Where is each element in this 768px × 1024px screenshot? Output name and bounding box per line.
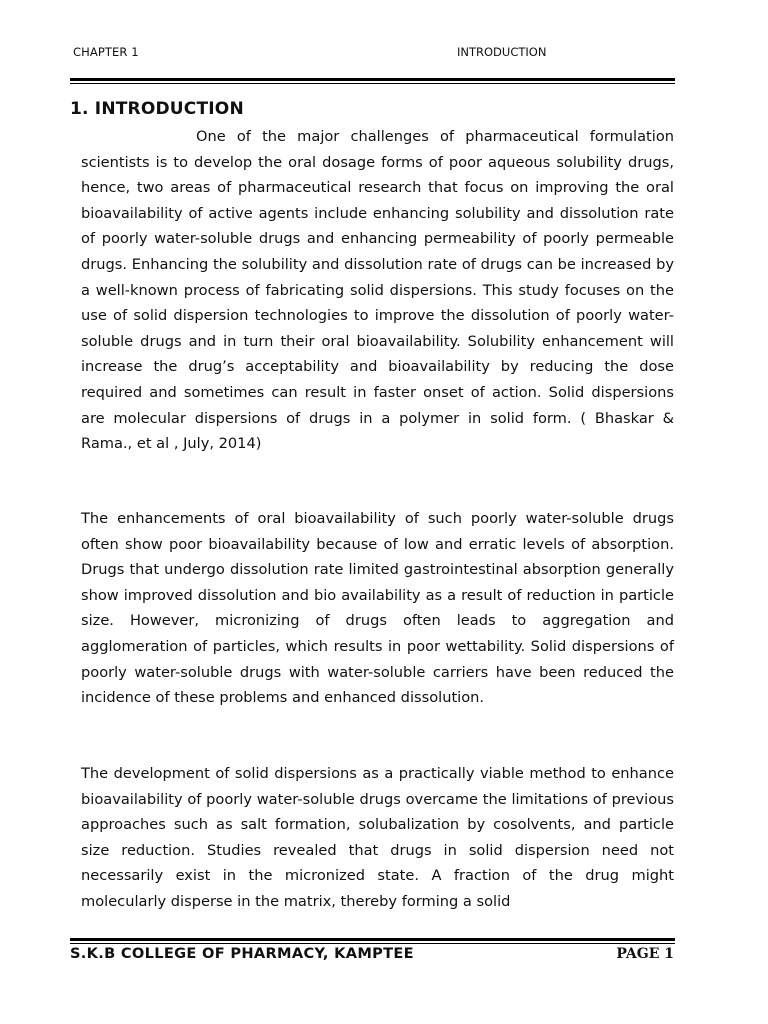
paragraph-1: One of the major challenges of pharmaceutical formulation scientists is to develop the oral dosage forms of poor aqueous solubility drugs, hence, two areas of pharmaceutical research that focus on improving the oral bioavailability of active agents include enhancing solubility and dissolution rate of poorly water-soluble drugs and enhancing permeability of poorly permeable drugs. Enhancing the solubility and dissolution rate of drugs can be increased by a well-known process of fabricating solid dispersions. This study focuses on the use of solid dispersion technologies to improve the dissolution of poorly water-soluble drugs and in turn their oral bioavailability. Solubility enhancement will increase the drug’s acceptability and bioavailability by reducing the dose required and sometimes can result in faster onset of action. Solid dispersions are molecular dispersions of drugs in a polymer in solid form. ( Bhaskar & Rama., et al , July, 2014)	[81, 128, 674, 453]
header-divider-thick	[70, 78, 675, 81]
header-chapter-label: CHAPTER 1	[73, 45, 139, 59]
footer-divider-thick	[70, 938, 675, 941]
paragraph-3: The development of solid dispersions as a practically viable method to enhance bioavailability of poorly water-soluble drugs overcame the limitations of previous approaches such as salt formation, solubalization by cosolvents, and particle size reduction. Studies revealed that drugs in solid dispersion need not necessarily exist in the micronized state. A fraction of the drug might molecularly disperse in the matrix, thereby forming a solid	[81, 765, 674, 910]
header-divider-thin	[70, 83, 675, 84]
header-section-label: INTRODUCTION	[457, 45, 547, 59]
footer-page-number: PAGE 1	[616, 946, 674, 962]
footer-divider-thin	[70, 943, 675, 944]
footer-college-name: S.K.B COLLEGE OF PHARMACY, KAMPTEE	[70, 945, 414, 962]
section-title: 1. INTRODUCTION	[70, 99, 244, 119]
paragraph-2: The enhancements of oral bioavailability of such poorly water-soluble drugs often show poor bioavailability because of low and erratic levels of absorption. Drugs that undergo dissolution rate limited gastrointestinal absorption generally show improved dissolution and bio availability as a result of reduction in particle size. However, micronizing of drugs often leads to aggregation and agglomeration of particles, which results in poor wettability. Solid dispersions of poorly water-soluble drugs with water-soluble carriers have been reduced the incidence of these problems and enhanced dissolution.	[81, 510, 674, 707]
